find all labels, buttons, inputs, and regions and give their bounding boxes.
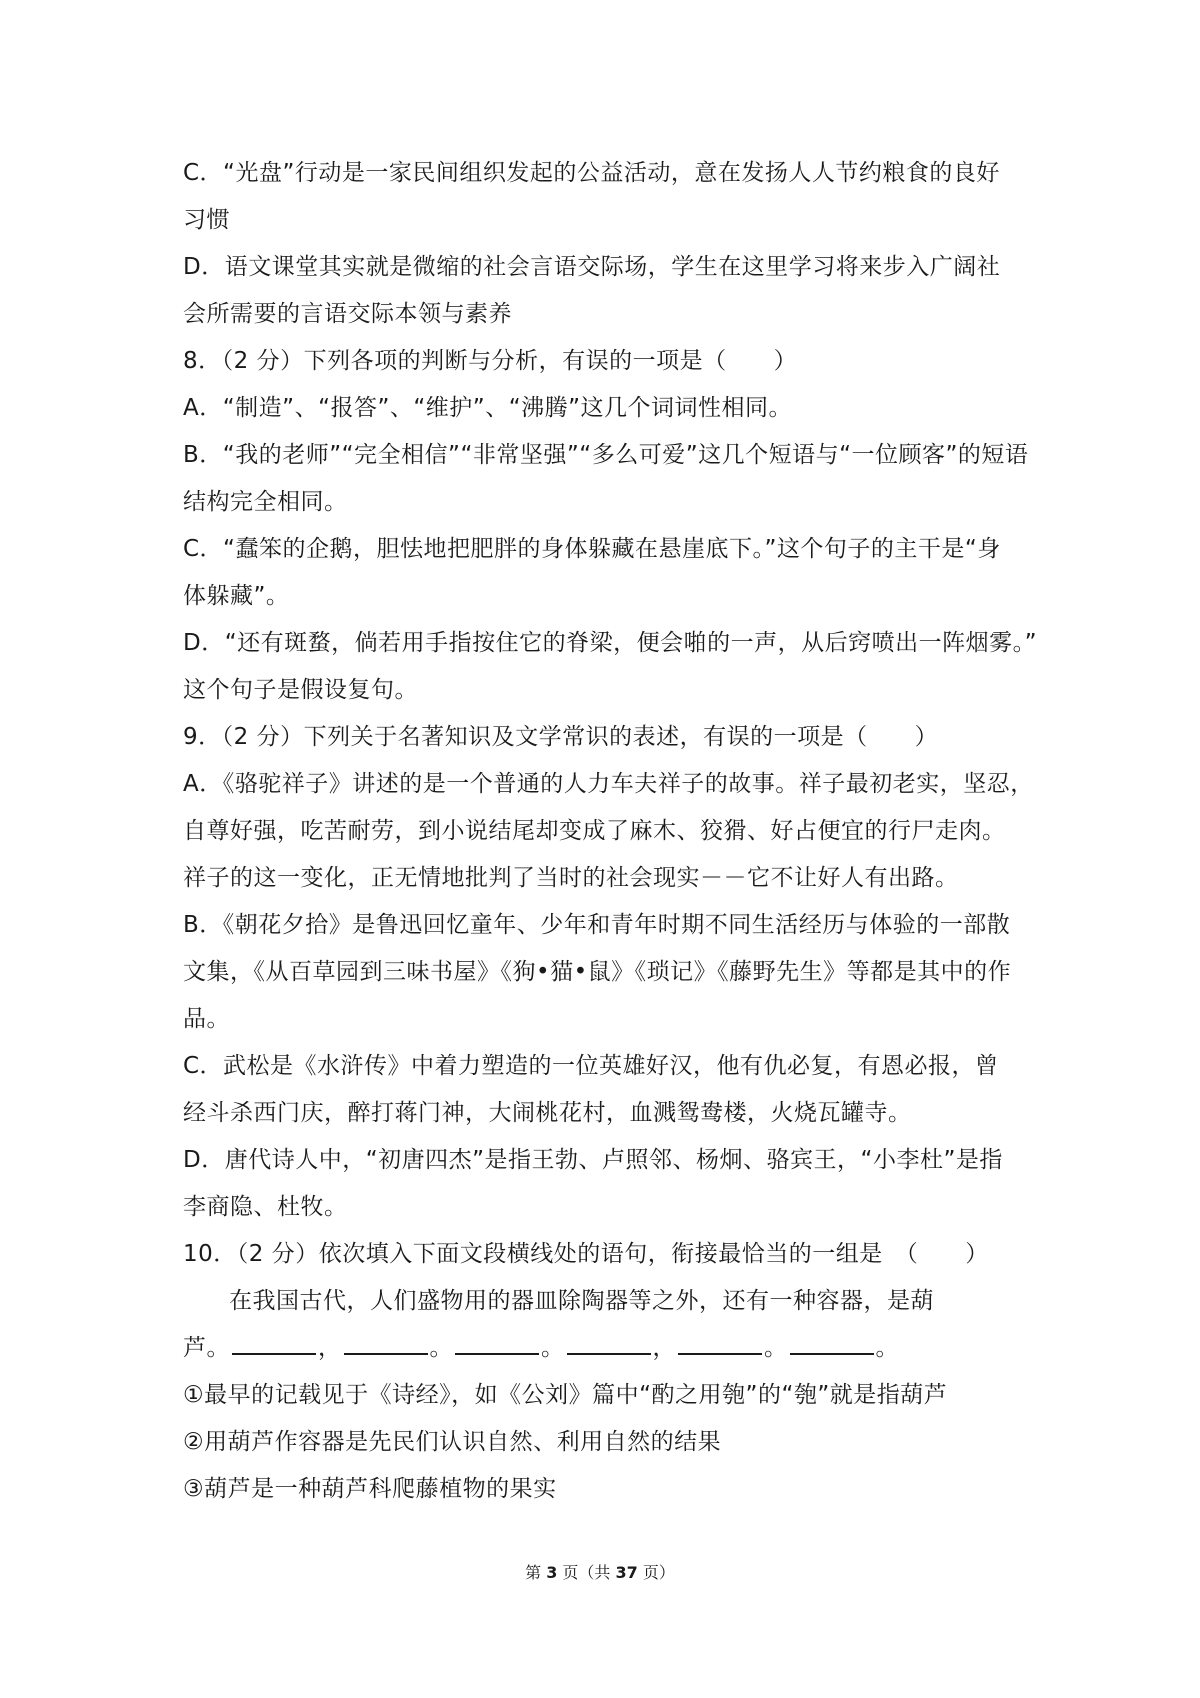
fill-blank — [567, 1333, 651, 1355]
fill-blank — [455, 1333, 539, 1355]
q9-option-b-line-3: 品。 — [183, 1006, 230, 1032]
q9-option-a-line-2: 自尊好强，吃苦耐劳，到小说结尾却变成了麻木、狡猾、好占便宜的行尸走肉。 — [183, 818, 1006, 844]
q9-option-b-line-2: 文集，《从百草园到三味书屋》《狗•猫•鼠》《琐记》《藤野先生》等都是其中的作 — [183, 959, 1012, 985]
q8-option-a: A．“制造”、“报答”、“维护”、“沸腾”这几个词词性相同。 — [183, 395, 793, 421]
option-c-line-1: C．“光盘”行动是一家民间组织发起的公益活动，意在发扬人人节约粮食的良好 — [183, 160, 1000, 186]
q10-passage-line-1: 在我国古代，人们盛物用的器皿除陶器等之外，还有一种容器，是葫 — [229, 1288, 934, 1314]
option-d-line-1: D．语文课堂其实就是微缩的社会言语交际场，学生在这里学习将来步入广阔社 — [183, 254, 1001, 280]
fill-separator: 。 — [429, 1335, 453, 1361]
q10-passage-fill-line — [183, 1325, 1023, 1372]
fill-blank — [232, 1333, 316, 1355]
q9-option-a-line-3: 祥子的这一变化，正无情地批判了当时的社会现实－－它不让好人有出路。 — [183, 865, 959, 891]
footer-suffix: 页） — [637, 1563, 675, 1582]
fill-separator: 。 — [541, 1335, 565, 1361]
q10-option-3: ③葫芦是一种葫芦科爬藤植物的果实 — [183, 1476, 557, 1502]
footer-middle: 页（共 — [557, 1563, 616, 1582]
page-footer — [0, 1560, 1200, 1583]
question-8-stem: 8．（2 分）下列各项的判断与分析，有误的一项是（ ） — [183, 348, 798, 374]
question-10-stem: 10．（2 分）依次填入下面文段横线处的语句，衔接最恰当的一组是 （ ） — [183, 1241, 989, 1267]
page-content — [183, 150, 1038, 1513]
fill-separator: 。 — [875, 1335, 899, 1361]
fill-blank — [790, 1333, 874, 1355]
q9-option-d-line-2: 李商隐、杜牧。 — [183, 1194, 348, 1220]
q9-option-c-line-2: 经斗杀西门庆，醉打蒋门神，大闹桃花村，血溅鸳鸯楼，火烧瓦罐寺。 — [183, 1100, 912, 1126]
fill-separator: ， — [652, 1335, 676, 1361]
q9-option-a-line-1: A．《骆驼祥子》讲述的是一个普通的人力车夫祥子的故事。祥子最初老实，坚忍， — [183, 771, 1034, 797]
q10-option-1: ①最早的记载见于《诗经》，如《公刘》篇中“酌之用匏”的“匏”就是指葫芦 — [183, 1382, 948, 1408]
q8-option-c-line-2: 体躲藏”。 — [183, 583, 290, 609]
q8-option-b-line-2: 结构完全相同。 — [183, 489, 348, 515]
footer-prefix: 第 — [525, 1563, 547, 1582]
q9-option-c-line-1: C．武松是《水浒传》中着力塑造的一位英雄好汉，他有仇必复，有恩必报，曾 — [183, 1053, 999, 1079]
footer-page-number: 3 — [546, 1563, 558, 1582]
fill-separator: 。 — [764, 1335, 788, 1361]
q9-option-d-line-1: D．唐代诗人中，“初唐四杰”是指王勃、卢照邻、杨炯、骆宾王，“小李杜”是指 — [183, 1147, 1003, 1173]
fill-blank — [344, 1333, 428, 1355]
fill-blank — [678, 1333, 762, 1355]
fill-line-prefix: 芦。 — [183, 1335, 230, 1361]
q8-option-b-line-1: B．“我的老师”“完全相信”“非常坚强”“多么可爱”这几个短语与“一位顾客”的短语 — [183, 442, 1029, 468]
fill-separator: ， — [318, 1335, 342, 1361]
footer-total-pages: 37 — [615, 1563, 638, 1582]
option-c-line-2: 习惯 — [183, 207, 230, 233]
q8-option-d-line-2: 这个句子是假设复句。 — [183, 677, 418, 703]
option-d-line-2: 会所需要的言语交际本领与素养 — [183, 301, 512, 327]
question-9-stem: 9．（2 分）下列关于名著知识及文学常识的表述，有误的一项是（ ） — [183, 724, 939, 750]
q8-option-c-line-1: C．“蠢笨的企鹅，胆怯地把肥胖的身体躲藏在悬崖底下。”这个句子的主干是“身 — [183, 536, 1001, 562]
q8-option-d-line-1: D．“还有斑蝥，倘若用手指按住它的脊梁，便会啪的一声，从后窍喷出一阵烟雾。” — [183, 630, 1038, 656]
q10-option-2: ②用葫芦作容器是先民们认识自然、利用自然的结果 — [183, 1429, 722, 1455]
q9-option-b-line-1: B．《朝花夕拾》是鲁迅回忆童年、少年和青年时期不同生活经历与体验的一部散 — [183, 912, 1011, 938]
